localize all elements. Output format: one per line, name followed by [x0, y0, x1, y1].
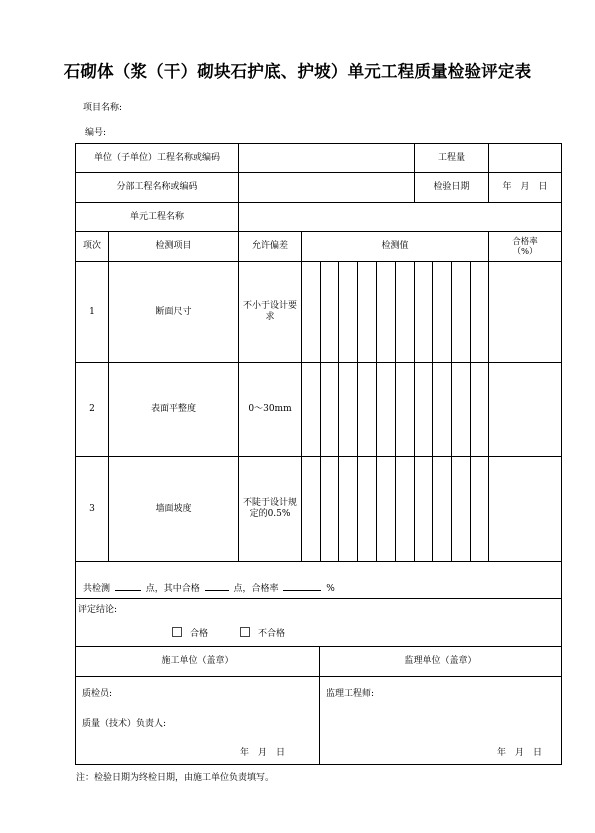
col-pass-rate: [489, 232, 561, 261]
table-row-3-item: 墙面坡度: [155, 503, 192, 514]
element-field[interactable]: [239, 203, 561, 231]
inspect-date-field[interactable]: 年 月 日: [502, 182, 548, 192]
table-row-2-item: 表面平整度: [150, 404, 196, 414]
col-divider: [488, 231, 489, 561]
fail-option[interactable]: [240, 626, 285, 639]
pass-points-field[interactable]: [205, 581, 229, 591]
summary-pass-label: 点，其中合格: [145, 584, 200, 594]
table-row-1-no: 1: [89, 306, 95, 317]
summary-rate-label: 点，合格率: [233, 584, 279, 594]
fail-checkbox[interactable]: [240, 627, 250, 637]
construction-date: 年 月 日: [240, 748, 286, 758]
number-label: 编号:: [85, 128, 107, 138]
supervisor-label: 监理工程师:: [326, 689, 375, 699]
division-field[interactable]: [239, 173, 414, 202]
table-row-1-item: 断面尺寸: [155, 306, 192, 317]
col-divider: [301, 231, 302, 561]
evaluation-label: 评定结论:: [78, 605, 118, 615]
row-divider: [75, 561, 562, 562]
quality-head-label: 质量（技术）负责人:: [82, 719, 167, 729]
col-tolerance: 允许偏差: [251, 241, 288, 251]
inspector-label: 质检员:: [82, 689, 113, 699]
table-row-3-no: 3: [89, 503, 95, 514]
table-row-1-tolerance: 不小于设计要求: [243, 301, 298, 322]
pass-rate-label: 合格率: [512, 236, 538, 247]
page-title: 石砌体（浆（干）砌块石护底、护坡）单元工程质量检验评定表: [63, 62, 532, 81]
value-col-divider: [320, 261, 321, 561]
supervision-unit-label: 监理单位（盖章）: [404, 656, 477, 666]
unit-project-field[interactable]: [239, 144, 414, 172]
value-col-divider: [432, 261, 433, 561]
value-col-divider: [376, 261, 377, 561]
table-border-bottom: [75, 764, 562, 765]
value-col-divider: [414, 261, 415, 561]
supervision-date: 年 月 日: [497, 748, 543, 758]
value-col-divider: [470, 261, 471, 561]
col-measured: 检测值: [381, 241, 409, 251]
pass-option-label: 合格: [190, 629, 209, 639]
quantity-label: 工程量: [437, 152, 465, 163]
percent-sign: %: [326, 584, 335, 594]
value-col-divider: [395, 261, 396, 561]
quantity-field[interactable]: [489, 144, 561, 172]
value-col-divider: [338, 261, 339, 561]
table-row-2-tolerance: 0～30mm: [248, 404, 292, 414]
pass-rate-unit: （%）: [512, 246, 538, 257]
value-col-divider: [357, 261, 358, 561]
table-row-3-tolerance: 不陡于设计规定的0.5%: [242, 498, 297, 519]
total-points-field[interactable]: [115, 581, 141, 591]
division-label: 分部工程名称或编码: [116, 182, 198, 192]
table-row-2-no: 2: [89, 404, 95, 414]
unit-project-label: 单位（子单位）工程名称或编码: [93, 152, 220, 163]
pass-rate-field[interactable]: [283, 581, 321, 591]
footnote: 注：检验日期为终检日期，由施工单位负责填写。: [76, 773, 275, 783]
pass-option[interactable]: [172, 626, 208, 639]
construction-unit-label: 施工单位（盖章）: [161, 656, 234, 666]
row-divider: [75, 598, 562, 599]
element-label: 单元工程名称: [129, 211, 184, 222]
value-col-divider: [451, 261, 452, 561]
col-item-no: 项次: [82, 241, 101, 251]
fail-option-label: 不合格: [258, 629, 286, 639]
table-border-right: [561, 143, 562, 765]
col-item: 检测项目: [155, 241, 192, 251]
summary-line: [83, 581, 335, 594]
project-name-label: 项目名称:: [83, 103, 123, 113]
pass-checkbox[interactable]: [172, 627, 182, 637]
summary-total-label: 共检测: [83, 584, 111, 594]
inspect-date-label: 检验日期: [433, 182, 470, 192]
